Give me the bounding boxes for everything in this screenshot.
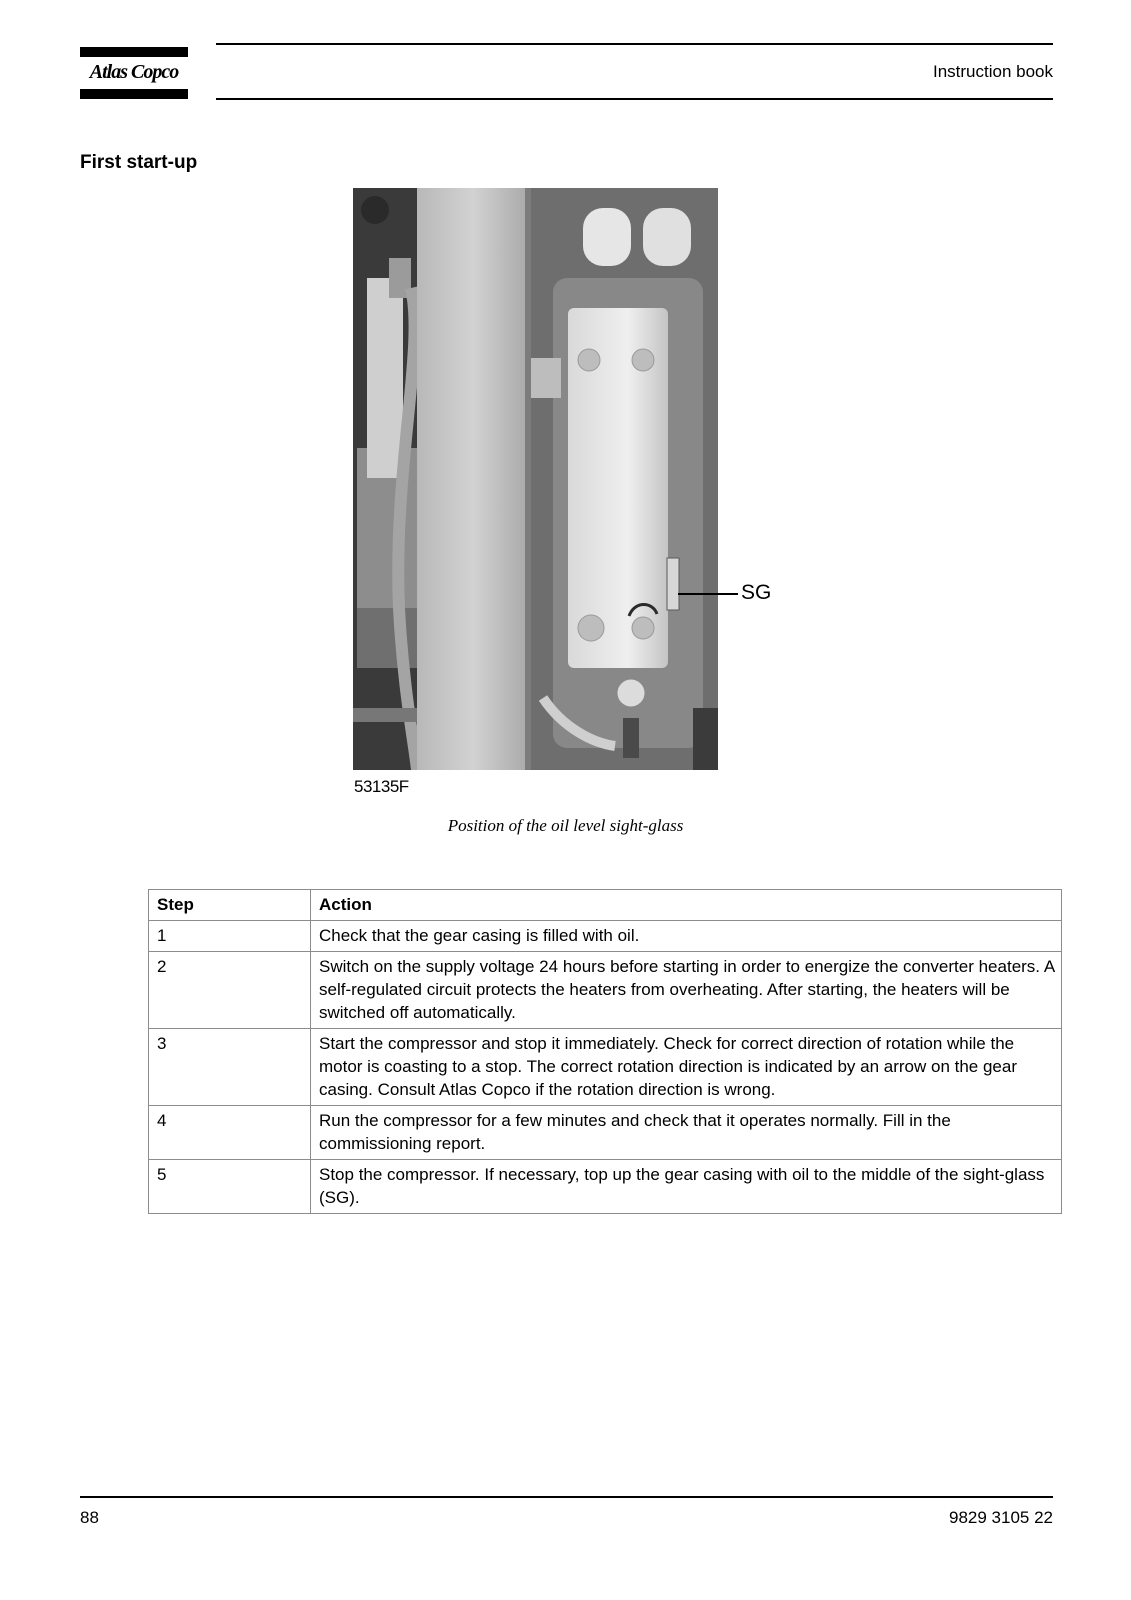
step-number: 2 <box>149 952 311 1029</box>
step-action: Run the compressor for a few minutes and check that it operates normally. Fill in the commissioning report. <box>311 1106 1062 1160</box>
header-action: Action <box>311 890 1062 921</box>
table-row <box>149 952 1062 1029</box>
steps-table <box>148 889 1062 1214</box>
header-title: Instruction book <box>932 62 1053 81</box>
figure-caption: Position of the oil level sight-glass <box>447 816 684 835</box>
header-rule-bottom <box>216 98 1053 100</box>
step-number: 5 <box>149 1160 311 1214</box>
figure-id: 53135F <box>354 777 409 796</box>
section-title: First start-up <box>80 152 198 173</box>
logo-wordmark: Atlas Copco <box>89 61 179 83</box>
step-action: Check that the gear casing is filled with oil. <box>311 921 1062 952</box>
header-step: Step <box>149 890 311 921</box>
sg-callout-line <box>678 593 738 595</box>
table-row <box>149 1160 1062 1214</box>
step-number: 4 <box>149 1106 311 1160</box>
header-rule-top <box>216 43 1053 45</box>
table-row <box>149 1029 1062 1106</box>
sight-glass-photo <box>353 188 718 770</box>
table-row <box>149 1106 1062 1160</box>
table-header-row <box>149 890 1062 921</box>
atlas-copco-logo <box>80 47 188 100</box>
step-number: 1 <box>149 921 311 952</box>
step-action: Switch on the supply voltage 24 hours before starting in order to energize the converter heaters. A self-regulated circuit protects the heaters from overheating. After starting, the heaters will be switched off automatically. <box>311 952 1062 1029</box>
logo-bar-bottom <box>80 89 188 99</box>
step-action: Stop the compressor. If necessary, top up the gear casing with oil to the middle of the sight-glass (SG). <box>311 1160 1062 1214</box>
step-action: Start the compressor and stop it immediately. Check for correct direction of rotation while the motor is coasting to a stop. The correct rotation direction is indicated by an arrow on the gear casing. Consult Atlas Copco if the rotation direction is wrong. <box>311 1029 1062 1106</box>
logo-bar-top <box>80 47 188 57</box>
document-number: 9829 3105 22 <box>949 1508 1053 1527</box>
footer-rule <box>80 1496 1053 1498</box>
sg-callout-label: SG <box>741 581 772 604</box>
step-number: 3 <box>149 1029 311 1106</box>
page-number: 88 <box>80 1508 99 1527</box>
table-row <box>149 921 1062 952</box>
